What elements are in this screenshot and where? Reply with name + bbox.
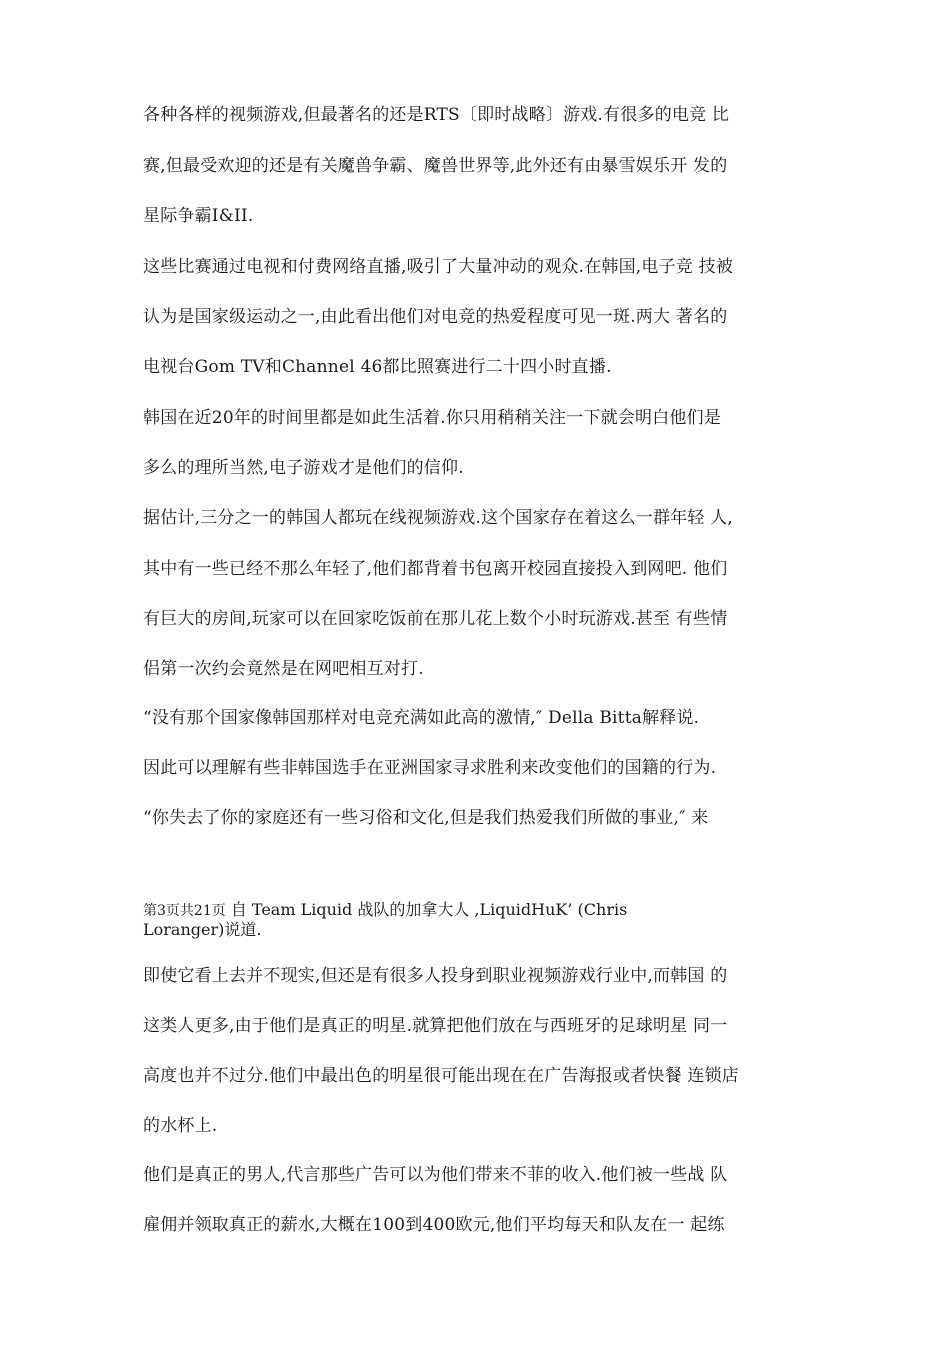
page-number-label: 第3页共21页 (143, 903, 226, 919)
text-line: 据估计,三分之一的韩国人都玩在线视频游戏.这个国家存在着这么一群年轻 人, (143, 508, 734, 528)
text-line: 韩国在近20年的时间里都是如此生活着.你只用稍稍关注一下就会明白他们是 (143, 408, 722, 428)
text-line: “没有那个国家像韩国那样对电竞充满如此高的激情,″ Della Bitta解释说. (143, 708, 700, 728)
text-line: 他们是真正的男人,代言那些广告可以为他们带来不菲的收入.他们被一些战 队 (143, 1165, 728, 1185)
text-line: 赛,但最受欢迎的还是有关魔兽争霸、魔兽世界等,此外还有由暴雪娱乐开 发的 (143, 156, 728, 176)
page-footer (143, 900, 823, 921)
text-line: 各种各样的视频游戏,但最著名的还是RTS〔即时战略〕游戏.有很多的电竞 比 (143, 105, 730, 125)
footer-text-continued: 自 Team Liquid 战队的加拿大人 ,LiquidHuK’ (Chris (225, 900, 628, 919)
text-line: 其中有一些已经不那么年轻了,他们都背着书包离开校园直接投入到网吧. 他们 (143, 559, 728, 579)
text-line: 侣第一次约会竟然是在网吧相互对打. (143, 659, 424, 679)
footer-text-line-2: Loranger)说道. (143, 920, 262, 939)
text-line: 即使它看上去并不现实,但还是有很多人投身到职业视频游戏行业中,而韩国 的 (143, 966, 728, 986)
text-line: 星际争霸I&II. (143, 206, 254, 226)
text-line: 电视台Gom TV和Channel 46都比照赛进行二十四小时直播. (143, 357, 612, 377)
text-line: 有巨大的房间,玩家可以在回家吃饭前在那儿花上数个小时玩游戏.甚至 有些情 (143, 609, 728, 629)
text-line: 多么的理所当然,电子游戏才是他们的信仰. (143, 458, 464, 478)
text-line: 这些比赛通过电视和付费网络直播,吸引了大量冲动的观众.在韩国,电子竞 技被 (143, 257, 734, 277)
text-line: 认为是国家级运动之一,由此看出他们对电竞的热爱程度可见一斑.两大 著名的 (143, 307, 728, 327)
text-line: 雇佣并领取真正的薪水,大概在100到400欧元,他们平均每天和队友在一 起练 (143, 1215, 725, 1235)
text-line: “你失去了你的家庭还有一些习俗和文化,但是我们热爱我们所做的事业,″ 来 (143, 808, 709, 828)
text-line: 的水杯上. (143, 1116, 218, 1136)
text-line: 高度也并不过分.他们中最出色的明星很可能出现在在广告海报或者快餐 连锁店 (143, 1066, 740, 1086)
text-line: 这类人更多,由于他们是真正的明星.就算把他们放在与西班牙的足球明星 同一 (143, 1016, 728, 1036)
text-line: 因此可以理解有些非韩国选手在亚洲国家寻求胜利来改变他们的国籍的行为. (143, 758, 717, 778)
